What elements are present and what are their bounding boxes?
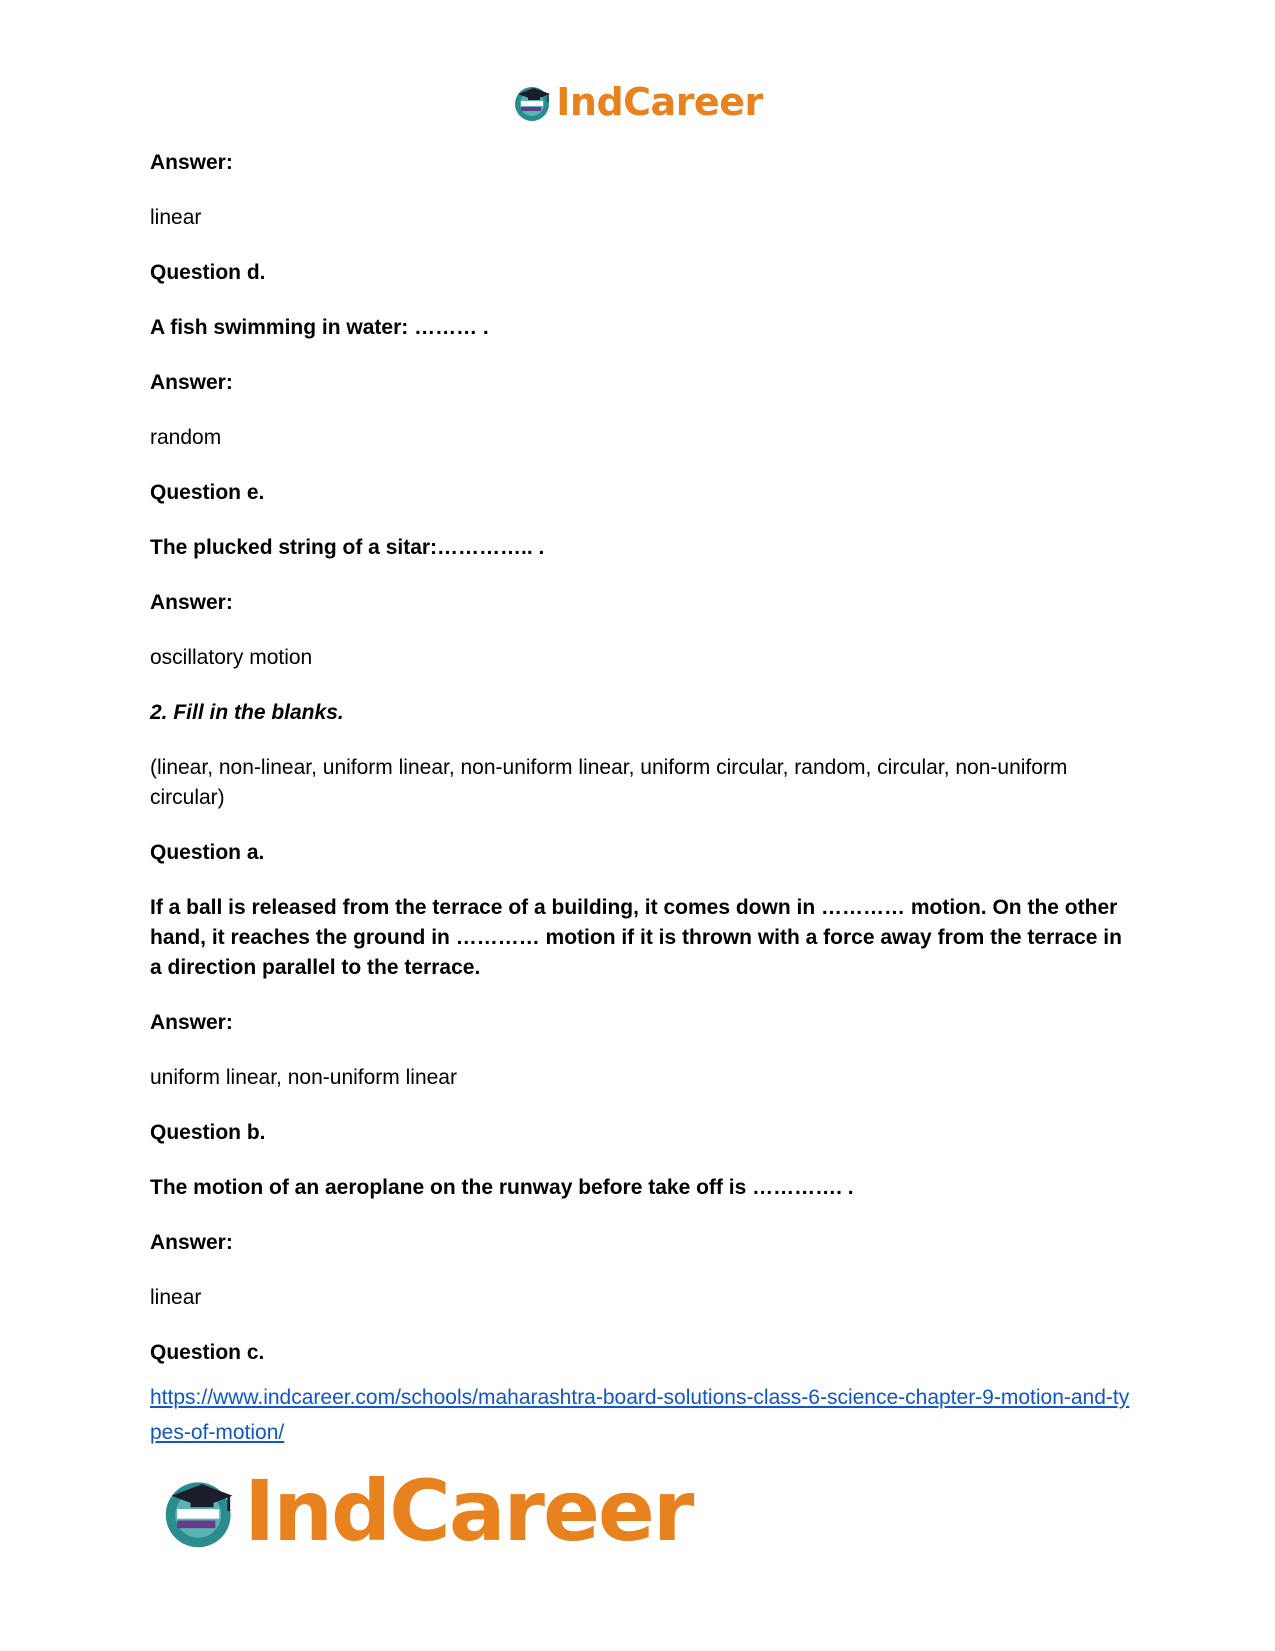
heading-text: Question c. xyxy=(150,1341,265,1364)
body-text: (linear, non-linear, uniform linear, non-uniform linear, uniform circular, random, circular, non-uniform circular) xyxy=(150,756,1068,809)
heading-text: Question d. xyxy=(150,261,266,284)
heading-text: Answer: xyxy=(150,591,233,614)
brand-logo-text: IndCareer xyxy=(556,80,763,124)
heading-text: Question b. xyxy=(150,1121,266,1144)
header-logo xyxy=(0,80,1275,124)
graduation-cap-globe-icon xyxy=(512,82,556,122)
heading-text: The motion of an aeroplane on the runway before take off is …………. . xyxy=(150,1176,854,1199)
body-text: uniform linear, non-uniform linear xyxy=(150,1066,457,1089)
brand-logo-text: IndCareer xyxy=(244,1462,693,1560)
heading-text: A fish swimming in water: ……… . xyxy=(150,316,489,339)
heading-text: 2. Fill in the blanks. xyxy=(150,701,344,724)
footer-logo xyxy=(160,1462,692,1560)
body-text: oscillatory motion xyxy=(150,646,313,669)
heading-text: If a ball is released from the terrace of a building, it comes down in ………… motion. On the other hand, it reaches the ground in ………… motion if it is thrown with a force away from the terrace in a direction parallel to the terrace. xyxy=(150,896,1122,979)
document-body xyxy=(150,148,1130,1393)
source-url-link[interactable]: https://www.indcareer.com/schools/maharashtra-board-solutions-class-6-science-chapter-9-motion-and-types-of-motion/ xyxy=(150,1386,1130,1444)
body-text: linear xyxy=(150,206,202,229)
body-text: linear xyxy=(150,1286,202,1309)
heading-text: Answer: xyxy=(150,371,233,394)
heading-text: Question e. xyxy=(150,481,265,504)
heading-text: The plucked string of a sitar:………….. . xyxy=(150,536,545,559)
heading-text: Answer: xyxy=(150,1231,233,1254)
body-text: random xyxy=(150,426,222,449)
heading-text: Answer: xyxy=(150,1011,233,1034)
heading-text: Answer: xyxy=(150,151,233,174)
heading-text: Question a. xyxy=(150,841,265,864)
graduation-cap-globe-icon xyxy=(160,1471,244,1551)
